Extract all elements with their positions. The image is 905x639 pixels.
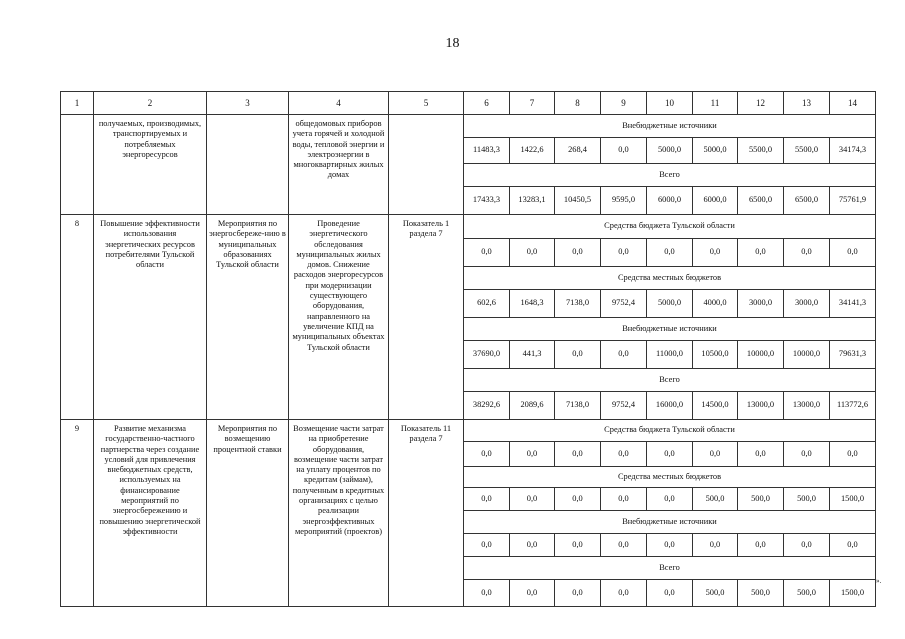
objective-cell: [94, 215, 207, 420]
row-number-cell-text: 8: [74, 219, 80, 228]
funding-value: 0,0: [738, 534, 784, 557]
funding-value: 0,0: [693, 239, 738, 267]
funding-source-label: Средства бюджета Тульской области: [464, 215, 876, 239]
header-cell: 4: [289, 92, 389, 115]
funding-value: 1500,0: [830, 580, 876, 607]
description-cell-text: Возмещение части затрат на приобретение оборудования, возмещение части затрат на уплату процентов по кредитам (займам), полученным в кредитных организациях с целью реализации энергоэффективных мероприятий (проектов): [292, 424, 385, 536]
description-cell-text: общедомовых приборов учета горячей и холодной воды, тепловой энергии и электроэнергии в многоквартирных жилых домах: [292, 119, 385, 180]
measures-cell-text: Мероприятия по возмещению процентной ставки: [213, 424, 282, 454]
funding-value: 10000,0: [784, 341, 830, 369]
funding-value: 0,0: [510, 580, 555, 607]
description-cell: [289, 420, 389, 607]
funding-value: 500,0: [693, 580, 738, 607]
indicator-cell: [389, 420, 464, 607]
funding-value: 0,0: [555, 341, 601, 369]
closing-quote-mark: ».: [876, 577, 882, 585]
header-cell: 3: [207, 92, 289, 115]
header-cell: 8: [555, 92, 601, 115]
row-number-cell: [61, 215, 94, 420]
row-number-cell-text: 9: [74, 424, 80, 433]
funding-value: 500,0: [738, 488, 784, 511]
funding-source-label: Средства местных бюджетов: [464, 267, 876, 290]
funding-source-label: Всего: [464, 164, 876, 187]
header-cell: 12: [738, 92, 784, 115]
objective-cell: [94, 115, 207, 215]
header-cell: 2: [94, 92, 207, 115]
funding-value: 0,0: [555, 580, 601, 607]
funding-value: 13283,1: [510, 187, 555, 215]
funding-value: 10000,0: [738, 341, 784, 369]
funding-value: 500,0: [784, 580, 830, 607]
header-cell: 5: [389, 92, 464, 115]
funding-value: 5000,0: [647, 138, 693, 164]
funding-value: 10450,5: [555, 187, 601, 215]
funding-value: 0,0: [601, 138, 647, 164]
funding-value: 0,0: [464, 534, 510, 557]
objective-cell: [94, 420, 207, 607]
indicator-cell: [389, 215, 464, 420]
row-number-cell: [61, 420, 94, 607]
funding-value: 11483,3: [464, 138, 510, 164]
funding-value: 17433,3: [464, 187, 510, 215]
funding-value: 7138,0: [555, 290, 601, 318]
funding-value: 0,0: [830, 442, 876, 467]
header-cell: 11: [693, 92, 738, 115]
funding-value: 0,0: [784, 239, 830, 267]
funding-source-label: Всего: [464, 369, 876, 392]
header-cell: 7: [510, 92, 555, 115]
funding-value: 602,6: [464, 290, 510, 318]
description-cell: [289, 115, 389, 215]
funding-value: 75761,9: [830, 187, 876, 215]
funding-value: 0,0: [601, 442, 647, 467]
funding-value: 16000,0: [647, 392, 693, 420]
funding-value: 6500,0: [784, 187, 830, 215]
funding-source-row: [61, 420, 876, 442]
funding-value: 0,0: [647, 488, 693, 511]
funding-value: 0,0: [464, 488, 510, 511]
funding-value: 0,0: [510, 442, 555, 467]
header-cell: 1: [61, 92, 94, 115]
funding-value: 6500,0: [738, 187, 784, 215]
funding-value: 34174,3: [830, 138, 876, 164]
row-number-cell: [61, 115, 94, 215]
funding-value: 500,0: [693, 488, 738, 511]
funding-source-label: Всего: [464, 557, 876, 580]
funding-value: 0,0: [555, 442, 601, 467]
header-cell: 6: [464, 92, 510, 115]
page-number: 18: [445, 36, 460, 51]
funding-value: 7138,0: [555, 392, 601, 420]
funding-value: 0,0: [830, 534, 876, 557]
funding-value: 0,0: [510, 534, 555, 557]
funding-source-row: [61, 215, 876, 239]
funding-value: 268,4: [555, 138, 601, 164]
funding-value: 0,0: [555, 488, 601, 511]
funding-value: 0,0: [464, 239, 510, 267]
indicator-cell-text: Показатель 1 раздела 7: [402, 219, 450, 239]
funding-value: 5500,0: [784, 138, 830, 164]
funding-value: 13000,0: [738, 392, 784, 420]
description-cell: [289, 215, 389, 420]
funding-value: 0,0: [693, 442, 738, 467]
funding-source-label: Внебюджетные источники: [464, 318, 876, 341]
funding-value: 0,0: [784, 442, 830, 467]
header-cell: 10: [647, 92, 693, 115]
header-row: [61, 92, 876, 115]
funding-value: 37690,0: [464, 341, 510, 369]
funding-value: 0,0: [555, 239, 601, 267]
funding-value: 5000,0: [693, 138, 738, 164]
funding-value: 0,0: [738, 442, 784, 467]
funding-value: 5500,0: [738, 138, 784, 164]
funding-value: 9595,0: [601, 187, 647, 215]
funding-value: 9752,4: [601, 290, 647, 318]
measures-cell: [207, 115, 289, 215]
funding-source-label: Внебюджетные источники: [464, 115, 876, 138]
funding-value: 38292,6: [464, 392, 510, 420]
objective-cell-text: получаемых, производимых, транспортируемых и потребляемых энергоресурсов: [98, 119, 202, 159]
funding-value: 1648,3: [510, 290, 555, 318]
funding-value: 441,3: [510, 341, 555, 369]
funding-value: 4000,0: [693, 290, 738, 318]
funding-value: 0,0: [647, 239, 693, 267]
funding-source-label: Средства местных бюджетов: [464, 467, 876, 488]
measures-cell: [207, 420, 289, 607]
funding-value: 0,0: [693, 534, 738, 557]
header-cell: 14: [830, 92, 876, 115]
funding-value: 11000,0: [647, 341, 693, 369]
funding-value: 6000,0: [647, 187, 693, 215]
funding-source-label: Внебюджетные источники: [464, 511, 876, 534]
funding-value: 2089,6: [510, 392, 555, 420]
funding-value: 500,0: [738, 580, 784, 607]
funding-value: 0,0: [647, 442, 693, 467]
funding-value: 0,0: [510, 488, 555, 511]
funding-value: 1500,0: [830, 488, 876, 511]
funding-value: 113772,6: [830, 392, 876, 420]
funding-value: 0,0: [601, 488, 647, 511]
funding-value: 14500,0: [693, 392, 738, 420]
funding-value: 0,0: [510, 239, 555, 267]
objective-cell-text: Повышение эффективности использования энергетических ресурсов потребителями Тульской области: [100, 219, 200, 270]
funding-value: 0,0: [784, 534, 830, 557]
funding-value: 1422,6: [510, 138, 555, 164]
indicator-cell: [389, 115, 464, 215]
measures-cell: [207, 215, 289, 420]
funding-value: 10500,0: [693, 341, 738, 369]
indicator-cell-text: Показатель 11 раздела 7: [400, 424, 452, 444]
funding-value: 0,0: [647, 580, 693, 607]
funding-value: 79631,3: [830, 341, 876, 369]
funding-source-row: [61, 115, 876, 138]
funding-value: 3000,0: [738, 290, 784, 318]
funding-value: 5000,0: [647, 290, 693, 318]
funding-value: 0,0: [601, 341, 647, 369]
funding-value: 13000,0: [784, 392, 830, 420]
funding-value: 0,0: [601, 239, 647, 267]
funding-value: 6000,0: [693, 187, 738, 215]
header-cell: 9: [601, 92, 647, 115]
header-cell: 13: [784, 92, 830, 115]
funding-value: 34141,3: [830, 290, 876, 318]
funding-value: 9752,4: [601, 392, 647, 420]
funding-value: 0,0: [647, 534, 693, 557]
funding-value: 0,0: [464, 442, 510, 467]
funding-value: 0,0: [601, 580, 647, 607]
description-cell-text: Проведение энергетического обследования муниципальных жилых домов. Снижение расходов энергоресурсов при модернизации существующего оборудования, направленного на увеличение КПД на муниципальных объектах Тульской области: [292, 219, 385, 352]
financing-table: [60, 91, 876, 607]
funding-source-label: Средства бюджета Тульской области: [464, 420, 876, 442]
funding-value: 0,0: [738, 239, 784, 267]
funding-value: 0,0: [464, 580, 510, 607]
funding-value: 0,0: [601, 534, 647, 557]
funding-value: 3000,0: [784, 290, 830, 318]
objective-cell-text: Развитие механизма государственно-частного партнерства через создание условий для привлечения внебюджетных средств, используемых на финансирование мероприятий по энергосбережению и повышению энергетической эффективности: [99, 424, 201, 536]
measures-cell-text: Мероприятия по энергосбереже-нию в муниципальных образованиях Тульской области: [209, 219, 286, 270]
funding-value: 0,0: [830, 239, 876, 267]
funding-value: 500,0: [784, 488, 830, 511]
funding-value: 0,0: [555, 534, 601, 557]
